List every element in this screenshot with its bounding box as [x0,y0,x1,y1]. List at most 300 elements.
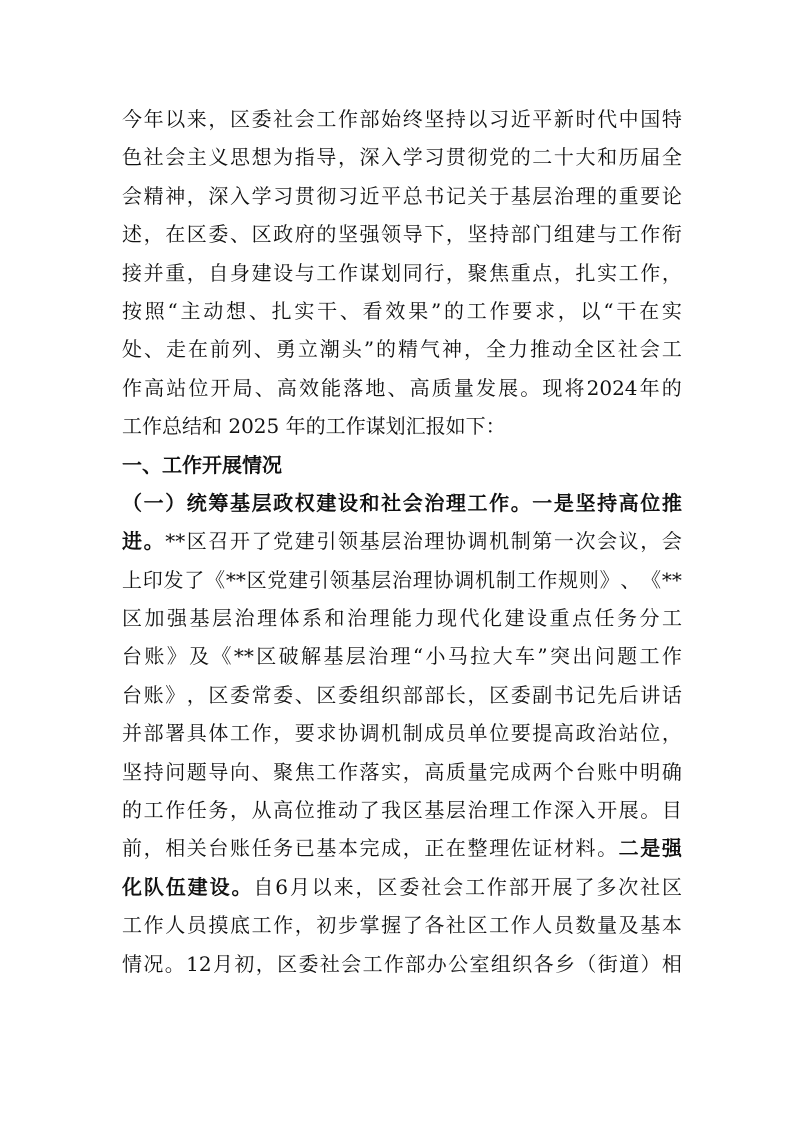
text-glyph: 一 [143,490,164,515]
text-glyph: 重 [549,606,570,631]
text-glyph: 体 [279,606,300,631]
text-glyph: 分 [639,606,660,631]
text-glyph: 况 [143,951,164,976]
text-glyph: 发 [476,375,496,400]
text-glyph: 近 [359,183,380,208]
text-glyph: 以 [467,107,488,131]
text-glyph: 平 [532,107,553,131]
text-glyph: ， [661,260,682,285]
text-glyph: 。 [164,951,185,976]
text-glyph: 理 [390,644,411,669]
text-glyph: 关 [186,836,207,861]
text-glyph: 落 [359,759,380,784]
text-glyph: 高 [144,375,165,400]
text-glyph: 化 [482,606,502,631]
text-glyph: 理 [489,836,510,861]
text-glyph: 党 [267,567,288,592]
text-glyph: 、 [143,337,164,362]
text-glyph: 历 [618,145,639,170]
text-glyph: 工 [316,107,337,131]
text-glyph: 力 [414,606,435,631]
text-glyph: 提 [532,721,553,746]
text-glyph: 机 [381,721,402,746]
text-glyph: 现 [542,375,563,400]
text-glyph: 层 [345,644,366,669]
text-glyph: ， [294,913,315,938]
text-glyph: 、 [620,567,641,592]
text-glyph: ， [640,529,661,554]
text-glyph: 建 [294,529,315,554]
text-glyph: 工 [362,951,383,976]
text-glyph: 并 [143,260,164,285]
text-glyph: 高 [273,798,294,823]
text-glyph: 建 [316,490,337,515]
text-glyph: 领 [337,529,358,554]
text-glyph: 是 [553,490,574,515]
text-glyph: 队 [143,874,164,899]
text-glyph: 工 [467,490,488,515]
text-glyph: 的 [443,298,464,323]
text-glyph: 建 [288,567,309,592]
text-glyph: 述 [122,222,142,247]
text-glyph: 账 [144,644,165,669]
text-glyph: 佐 [510,836,531,861]
text-glyph: 按 [122,298,142,323]
text-glyph: 明 [640,759,661,784]
text-line [122,330,682,368]
text-glyph: 实 [597,260,618,285]
text-glyph: 社 [640,874,661,899]
text-glyph: 账 [229,836,250,861]
text-glyph: 区 [377,874,398,899]
text-glyph: 展 [618,798,639,823]
text-glyph: 持 [445,107,466,131]
text-glyph: 地 [365,375,386,400]
text-glyph: 底 [229,913,250,938]
text-glyph: 坚 [424,107,445,131]
text-glyph: 身 [229,260,250,285]
text-glyph: 规 [558,567,579,592]
text-glyph: 《 [205,567,226,592]
text-glyph: 会 [341,951,362,976]
text-glyph: 务 [617,606,637,631]
text-glyph: 主 [186,145,207,170]
text-glyph: 制 [510,529,531,554]
text-glyph: 员 [553,913,574,938]
text-glyph: 发 [163,567,184,592]
text-glyph: 治 [347,606,367,631]
text-glyph: ” [363,337,375,362]
text-glyph: 代 [597,107,618,131]
text-glyph: 实 [294,298,315,323]
text-glyph: 题 [617,644,638,669]
text-glyph: 区 [186,222,207,247]
text-glyph: 领 [329,567,350,592]
text-glyph: 。 [143,529,164,554]
text-glyph: 任 [251,836,272,861]
text-glyph: 深 [208,183,229,208]
text-glyph: 组 [359,682,380,707]
text-glyph: 作 [165,798,186,823]
text-glyph: 层 [381,529,402,554]
text-glyph: 。 [510,490,531,515]
text-glyph: ， [337,145,358,170]
text-glyph: 台 [575,759,596,784]
text-glyph: 作 [489,490,510,515]
text-glyph: 任 [186,798,207,823]
text-glyph: 强 [359,222,380,247]
text-glyph: 展 [498,375,519,400]
text-glyph: 设 [273,260,294,285]
text-glyph: 在 [187,337,208,362]
text-glyph: 突 [549,644,570,669]
text-glyph: 目 [661,798,682,823]
text-glyph: 会 [443,874,464,899]
text-glyph: 潮 [319,337,340,362]
text-glyph: ， [143,222,164,247]
text-glyph: 区 [229,107,250,131]
text-glyph: 机 [489,529,510,554]
text-glyph: 化 [122,874,142,899]
text-glyph: 本 [337,836,358,861]
text-glyph: 委 [273,682,294,707]
text-glyph: 区 [277,951,298,976]
text-glyph: 作 [122,375,142,400]
text-glyph: 相 [661,951,682,976]
text-glyph: 基 [359,529,380,554]
text-glyph: 代 [459,606,480,631]
text-glyph: 的 [510,145,531,170]
text-glyph: 作 [337,260,358,285]
text-glyph: 近 [510,107,531,131]
text-glyph: 落 [343,375,364,400]
text-glyph: 具 [186,721,207,746]
text-glyph: 站 [618,721,639,746]
text-glyph: 头 [341,337,362,362]
text-glyph: 制 [495,567,516,592]
text-glyph: 》 [165,682,186,707]
text-glyph: 工 [489,913,510,938]
section-heading [122,446,682,484]
text-glyph: 委 [208,222,229,247]
text-glyph: 及 [189,644,210,669]
text-glyph: 部 [405,951,426,976]
text-glyph: 府 [294,222,315,247]
text-glyph: 的 [316,222,337,247]
text-line [122,138,682,176]
text-glyph: 次 [575,529,596,554]
text-glyph: 精 [143,183,164,208]
text-glyph: 实 [381,759,402,784]
text-glyph: 作 [510,913,531,938]
text-glyph: 入 [381,145,402,170]
text-glyph: 机 [475,567,496,592]
text-glyph: 署 [165,721,186,746]
text-glyph: ， [402,759,423,784]
text-glyph: 要 [510,721,531,746]
text-glyph: “ [167,298,178,323]
text-glyph: 话 [661,682,682,707]
text-glyph: 员 [445,721,466,746]
text-line [122,714,682,752]
text-glyph: 治 [553,183,574,208]
text-glyph: 量 [453,375,474,400]
text-glyph: 位 [294,798,315,823]
text-glyph: 勇 [275,337,296,362]
text-glyph: 情 [122,951,142,976]
text-glyph: 基 [510,183,531,208]
text-glyph: 部 [143,721,164,746]
text-glyph: 持 [143,759,164,784]
text-glyph: 重 [165,260,186,285]
text-glyph: 十 [553,145,574,170]
text-glyph: 一 [532,490,553,515]
text-glyph: 气 [420,337,441,362]
text-glyph: 协 [433,567,454,592]
text-glyph: 作 [383,951,404,976]
text-glyph: 工 [251,913,272,938]
text-glyph: 2024 [586,375,638,400]
text-glyph: 各 [533,951,554,976]
text-glyph: ** [165,529,186,554]
text-glyph: ， [557,298,578,323]
text-glyph: 作 [337,107,358,131]
text-line [122,829,682,867]
text-glyph: ， [143,836,164,861]
text-glyph: 党 [489,145,510,170]
text-glyph: （ [122,490,142,515]
text-glyph: 料 [575,836,596,861]
text-glyph: 高 [409,375,430,400]
text-line [122,177,682,215]
text-glyph: 持 [489,222,510,247]
text-glyph: 确 [661,759,682,784]
text-glyph: （ [576,951,597,976]
text-glyph: 完 [489,759,510,784]
text-glyph: 织 [512,951,533,976]
text-glyph: ， [445,260,466,285]
text-glyph: 委 [399,874,420,899]
text-glyph: 要 [294,721,315,746]
text-glyph: 坚 [467,222,488,247]
text-glyph: 协 [337,721,358,746]
text-glyph: 员 [186,913,207,938]
text-glyph: 导 [208,759,229,784]
text-glyph: 力 [507,337,528,362]
text-glyph: 工 [229,721,250,746]
text-glyph: 质 [431,375,452,400]
text-glyph: ， [255,951,276,976]
text-glyph: 、 [294,682,315,707]
text-glyph: 12 [186,951,212,976]
text-glyph: 。 [640,798,661,823]
text-glyph: 习 [273,183,294,208]
text-glyph: 作 [251,721,272,746]
text-glyph: 握 [381,913,402,938]
text-glyph: 开 [597,798,618,823]
text-glyph: 论 [661,183,682,208]
text-glyph: 色 [122,145,142,170]
text-glyph: 月 [289,874,310,899]
text-glyph: 谋 [359,260,380,285]
text-glyph: 区 [122,606,142,631]
text-glyph: 层 [212,606,232,631]
text-glyph: 。 [520,375,541,400]
text-glyph: 掌 [359,913,380,938]
text-glyph: 重 [510,260,531,285]
text-glyph: 强 [167,606,187,631]
text-glyph: 来 [186,107,207,131]
text-glyph: 初 [316,913,337,938]
text-glyph: 建 [251,260,272,285]
text-glyph: 社 [381,490,402,515]
text-glyph: ， [229,798,250,823]
text-glyph: 平 [381,183,402,208]
text-glyph: 工 [516,567,537,592]
text-glyph: 会 [294,107,315,131]
text-glyph: 先 [597,682,618,707]
text-glyph: 贯 [445,145,466,170]
text-glyph: 治 [424,490,445,515]
text-glyph: 基 [424,798,445,823]
text-glyph: 自 [253,874,274,899]
text-glyph: 焦 [294,759,315,784]
text-glyph: 召 [208,529,229,554]
text-glyph: 于 [489,183,510,208]
text-glyph: 书 [424,183,445,208]
text-glyph: 区 [467,913,488,938]
text-glyph: 干 [616,298,637,323]
text-glyph: 学 [402,145,423,170]
text-glyph: 个 [553,759,574,784]
text-glyph: 问 [165,759,186,784]
text-glyph: 作 [640,260,661,285]
text-glyph: 立 [297,337,318,362]
text-glyph: 高 [424,759,445,784]
text-glyph: 作 [143,913,164,938]
text-glyph: 开 [530,874,551,899]
text-glyph: 扎 [575,260,596,285]
text-glyph: 筹 [208,490,229,515]
text-glyph: ** [661,567,682,592]
text-line [122,676,682,714]
text-glyph: 国 [640,107,661,131]
text-glyph: 治 [467,798,488,823]
text-glyph: 车 [514,644,535,669]
text-glyph: 全 [485,337,506,362]
text-glyph: 解 [301,644,321,669]
text-glyph: 理 [489,798,510,823]
text-glyph: 学 [251,183,272,208]
text-glyph: 室 [469,951,490,976]
text-glyph: 列 [231,337,252,362]
text-glyph: 区 [246,567,267,592]
text-glyph: 为 [273,145,294,170]
text-glyph: 前 [209,337,230,362]
text-glyph: 理 [445,490,466,515]
text-glyph: 会 [597,529,618,554]
text-glyph: 来 [333,874,354,899]
text-glyph: 区 [208,682,229,707]
text-glyph: 一 [553,529,574,554]
text-glyph: 思 [229,145,250,170]
text-glyph: 证 [532,836,553,861]
text-glyph: 作 [486,874,507,899]
text-glyph: 账 [143,682,164,707]
text-segment: 工作总结和 2025 年的工作谋划汇报如下： [122,414,506,439]
text-glyph: 工 [316,759,337,784]
text-glyph: 整 [467,836,488,861]
text-glyph: 初 [234,951,255,976]
text-glyph: 委 [337,682,358,707]
text-glyph: 作 [532,798,553,823]
text-glyph: 系 [302,606,322,631]
text-glyph: 第 [532,529,553,554]
text-glyph: 求 [316,721,337,746]
text-line [122,561,682,599]
text-glyph: 人 [165,913,186,938]
text-glyph: 局 [232,375,253,400]
text-glyph: 基 [229,490,250,515]
text-glyph: 社 [319,951,340,976]
text-glyph: 统 [186,490,207,515]
text-glyph: 工 [143,798,164,823]
text-glyph: 作 [640,222,661,247]
text-glyph: ** [233,644,254,669]
text-glyph: 下 [424,222,445,247]
text-glyph: 办 [426,951,447,976]
text-glyph: 要 [512,298,533,323]
text-glyph: 工 [122,913,142,938]
text-glyph: 拉 [470,644,491,669]
text-glyph: 作 [661,644,682,669]
text-glyph: 工 [618,222,639,247]
text-glyph: 了 [359,798,380,823]
text-glyph: 工 [466,298,487,323]
text-glyph: 工 [639,644,660,669]
text-glyph: 社 [617,337,638,362]
text-glyph: 了 [251,529,272,554]
text-glyph: 质 [445,759,466,784]
text-glyph: 大 [575,145,596,170]
text-glyph: 二 [618,836,639,861]
text-glyph: 街 [597,951,618,976]
text-glyph: 坚 [337,222,358,247]
text-glyph: 的 [661,375,682,400]
text-glyph: 我 [381,798,402,823]
text-glyph: 推 [529,337,550,362]
text-glyph: 会 [639,337,660,362]
text-glyph: 导 [316,145,337,170]
text-glyph: 工 [316,260,337,285]
text-glyph: 。 [597,836,618,861]
text-glyph: 效 [385,298,406,323]
text-glyph: 领 [381,222,402,247]
text-glyph: 强 [661,836,682,861]
text-glyph: 入 [229,183,250,208]
text-glyph: 层 [251,490,272,515]
text-glyph: 讲 [640,682,661,707]
text-glyph: 与 [597,222,618,247]
text-glyph: 推 [661,490,682,515]
text-glyph: ， [467,682,488,707]
text-glyph: 作 [489,298,510,323]
text-glyph: ， [186,682,207,707]
text-glyph: 工 [662,606,682,631]
text-glyph: 部 [402,682,423,707]
text-glyph: 聚 [273,759,294,784]
text-glyph: 求 [535,298,556,323]
